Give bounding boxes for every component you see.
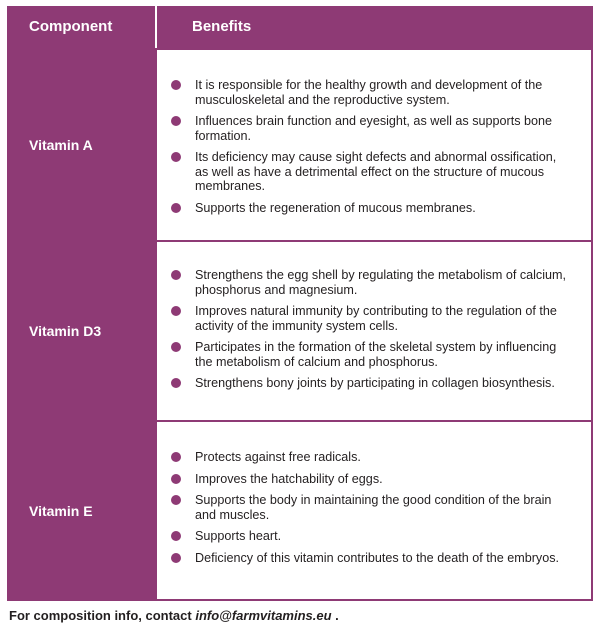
benefit-item: Participates in the formation of the skeletal system by influencing the metabolism of calcium and phosphorus. [157,340,591,369]
bullet-dot-icon [171,378,181,388]
contact-footer [9,608,339,623]
header-divider [155,6,157,48]
benefit-item: Influences brain function and eyesight, as well as supports bone formation. [157,114,591,143]
benefit-list [157,78,591,222]
table-row [7,50,593,240]
vitamin-table [7,6,593,601]
header-component: Component [29,18,113,35]
benefit-item: Supports the body in maintaining the good condition of the brain and muscles. [157,493,591,522]
benefit-item: It is responsible for the healthy growth and development of the musculoskeletal and the reproductive system. [157,78,591,107]
header-benefits: Benefits [192,18,252,35]
row-benefits-vitamin-a [157,50,591,240]
benefit-list [157,450,591,572]
benefit-item: Improves natural immunity by contributing to the regulation of the activity of the immunity system cells. [157,304,591,333]
benefit-item: Supports heart. [157,529,591,544]
row-label-vitamin-e [7,422,155,599]
component-name: Vitamin E [29,502,93,519]
benefit-item: Protects against free radicals. [157,450,591,465]
bullet-dot-icon [171,116,181,126]
row-benefits-vitamin-d3 [157,242,591,420]
row-label-vitamin-a [7,50,155,240]
benefit-item: Deficiency of this vitamin contributes to the death of the embryos. [157,551,591,566]
bullet-dot-icon [171,270,181,280]
benefit-list [157,268,591,398]
bullet-dot-icon [171,342,181,352]
bullet-dot-icon [171,203,181,213]
benefit-item: Supports the regeneration of mucous membranes. [157,201,591,216]
benefit-item: Strengthens the egg shell by regulating the metabolism of calcium, phosphorus and magnesium. [157,268,591,297]
benefit-item: Strengthens bony joints by participating in collagen biosynthesis. [157,376,591,391]
component-name: Vitamin A [29,137,93,153]
bullet-dot-icon [171,531,181,541]
bullet-dot-icon [171,553,181,563]
bullet-dot-icon [171,474,181,484]
bullet-dot-icon [171,80,181,90]
bullet-dot-icon [171,452,181,462]
benefit-item: Improves the hatchability of eggs. [157,472,591,487]
table-header [7,6,593,48]
contact-email-link[interactable]: info@farmvitamins.eu [195,608,332,623]
bullet-dot-icon [171,306,181,316]
component-name: Vitamin D3 [29,323,102,339]
footer-suffix: . [335,608,339,623]
benefit-item: Its deficiency may cause sight defects and abnormal ossification, as well as have a detrimental effect on the structure of mucous membranes. [157,150,591,194]
bullet-dot-icon [171,152,181,162]
row-label-vitamin-d3 [7,242,155,420]
table-row [7,242,593,420]
footer-prefix: For composition info, contact [9,608,192,623]
table-row [7,422,593,599]
bullet-dot-icon [171,495,181,505]
row-benefits-vitamin-e [157,422,591,599]
